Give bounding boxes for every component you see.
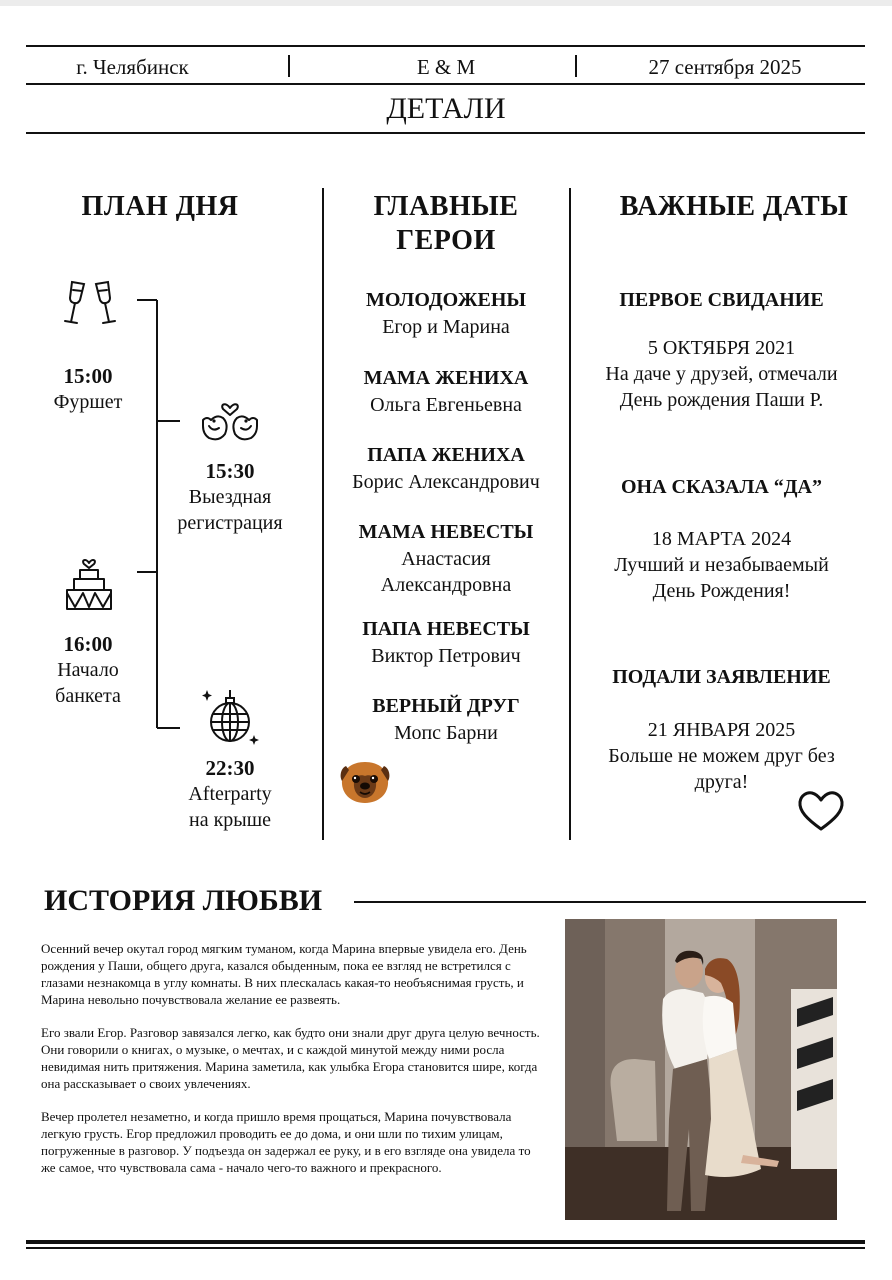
dates-title: ВАЖНЫЕ ДАТЫ (619, 191, 849, 222)
story-text (41, 940, 545, 1192)
date-value: 18 МАРТА 2024 (651, 528, 792, 550)
hero-role: ВЕРНЫЙ ДРУГ (372, 695, 520, 717)
couple-photo (565, 919, 837, 1220)
date-value: 5 ОКТЯБРЯ 2021 (647, 337, 796, 359)
hero-role: ПАПА ЖЕНИХА (367, 444, 525, 466)
hero-role: ПАПА НЕВЕСТЫ (362, 618, 530, 640)
hero-role: МАМА НЕВЕСТЫ (358, 521, 534, 543)
wedding-cake-icon (64, 555, 114, 611)
story-paragraph: Вечер пролетел незаметно, и когда пришло время прощаться, Марина почувствовала легкую грусть. Егор предложил проводить ее до дома, и они шли по тихим улицам, погруженные в разговор. У подъезда он задержал ее руку, и в его взгляде она увидела то же самое, что чувствовала сама - начало чего-то важного и прекрасного. (41, 1109, 531, 1175)
date-heading: ПЕРВОЕ СВИДАНИЕ (619, 289, 824, 311)
heart-icon (797, 789, 845, 833)
heroes-title: ГЕРОИ (396, 225, 496, 256)
date-note: День рождения Паши Р. (619, 389, 824, 411)
event-label: Фуршет (53, 391, 123, 413)
event-label: регистрация (177, 512, 283, 534)
event-time: 15:00 (63, 364, 113, 388)
hero-name: Виктор Петрович (371, 645, 521, 667)
love-birds-icon (199, 394, 261, 446)
date-heading: ПОДАЛИ ЗАЯВЛЕНИЕ (612, 666, 831, 688)
story-paragraph: Его звали Егор. Разговор завязался легко, как будто они знали друг друга целую вечность. Они говорили о книгах, о музыке, о мечтах, и с каждой минутой между ними росла невидимая нить притяжения. Марина заметила, как улыбка Егора становится шире, когда она рассказывает о своих увлечениях. (41, 1025, 540, 1091)
pug-icon (337, 756, 393, 806)
header-date: 27 сентября 2025 (648, 55, 802, 79)
disco-ball-icon (198, 688, 262, 750)
hero-name: Анастасия (401, 548, 491, 570)
header-city: г. Челябинск (76, 55, 189, 79)
event-time: 16:00 (63, 632, 113, 656)
hero-role: МОЛОДОЖЕНЫ (365, 289, 527, 311)
hero-name: Мопс Барни (394, 722, 498, 744)
date-note: День Рождения! (652, 580, 791, 602)
event-label: Выездная (188, 486, 272, 508)
event-label: на крыше (188, 809, 271, 831)
story-title-rule (354, 901, 866, 903)
hero-name: Ольга Евгеньевна (370, 394, 522, 416)
story-paragraph: Осенний вечер окутал город мягким туманом, когда Марина впервые увидела его. День рождения у Паши, общего друга, казался обыденным, пока ее взгляд не встретился с глазами незнакомца в углу комнаты. В них плескалась какая-то необъяснимая грусть, и Марина невольно почувствовала желание ее развеять. (41, 941, 527, 1007)
hero-role: МАМА ЖЕНИХА (363, 367, 529, 389)
champagne-glasses-icon (60, 280, 120, 328)
hero-name: Егор и Марина (382, 316, 510, 338)
footer-rule-thick (26, 1240, 865, 1244)
date-note: друга! (694, 771, 749, 793)
event-label: Afterparty (188, 783, 272, 805)
hero-name: Борис Александрович (352, 471, 540, 493)
date-heading: ОНА СКАЗАЛА “ДА” (621, 476, 822, 498)
heroes-title: ГЛАВНЫЕ (373, 191, 519, 222)
date-note: Лучший и незабываемый (614, 554, 829, 576)
event-time: 22:30 (205, 756, 255, 780)
page-title: ДЕТАЛИ (386, 92, 506, 125)
event-label: Начало (57, 659, 119, 681)
event-label: банкета (55, 685, 121, 707)
date-note: На даче у друзей, отмечали (605, 363, 838, 385)
story-title: ИСТОРИЯ ЛЮБВИ (44, 884, 323, 917)
event-time: 15:30 (205, 459, 255, 483)
plan-title: ПЛАН ДНЯ (81, 191, 239, 222)
footer-rule-thin (26, 1247, 865, 1249)
date-note: Больше не можем друг без (608, 745, 835, 767)
hero-name: Александровна (380, 574, 512, 596)
header-initials: E & M (416, 55, 476, 79)
date-value: 21 ЯНВАРЯ 2025 (647, 719, 796, 741)
